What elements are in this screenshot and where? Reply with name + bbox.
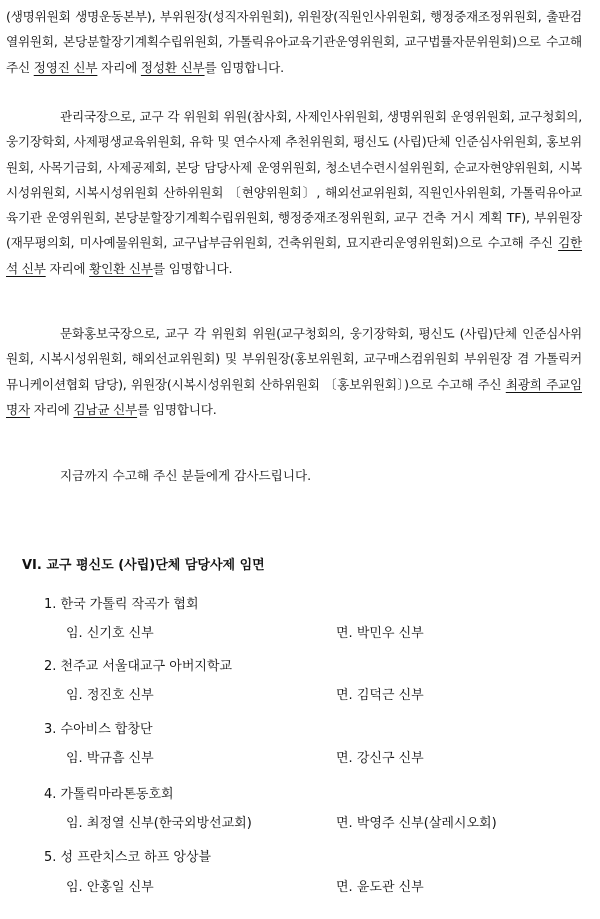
p1-incoming-name: 정성환 신부 xyxy=(140,59,205,75)
item-title-4: 4. 가톨릭마라톤동호회 xyxy=(44,787,174,802)
thanks-line: 지금까지 수고해 주신 분들에게 감사드립니다. xyxy=(60,468,312,483)
p2-incoming-name: 황인환 신부 xyxy=(89,260,153,276)
item-title-2: 2. 천주교 서울대교구 아버지학교 xyxy=(44,659,233,674)
section-title: VI. 교구 평신도 (사립)단체 담당사제 임면 xyxy=(22,558,265,573)
item-1-dismiss: 면. 박민우 신부 xyxy=(336,626,424,641)
item-2-dismiss: 면. 김덕근 신부 xyxy=(336,688,424,703)
item-4-dismiss: 면. 박영주 신부(살레시오회) xyxy=(336,816,497,831)
p1-text-a: (생명위원회 생명운동본부), 부위원장(성직자위원회), 위원장(직원인사위원회, 행정중재조정위원회, 출판검열위원회, 본당분할장기계획수립위원회, 가톨릭유아교육기관운영위원회, 교구법률자문위원회)으로 수고해 주신 xyxy=(6,9,582,75)
paragraph-3 xyxy=(6,321,582,422)
item-5-appoint: 임. 안홍일 신부 xyxy=(66,880,154,895)
item-title-5: 5. 성 프란치스코 하프 앙상블 xyxy=(44,850,212,865)
item-title-1: 1. 한국 가톨릭 작곡가 협회 xyxy=(44,597,199,612)
item-3-dismiss: 면. 강신구 신부 xyxy=(336,751,424,766)
p3-outgoing-name: 최광희 주교임명자 xyxy=(6,376,582,417)
p3-text-a: 문화홍보국장으로, 교구 각 위원회 위원(교구청회의, 웅기장학회, 평신도 (사립)단체 인준심사위원회, 시복시성위원회, 해외선교위원회) 및 부위원장(홍보위원회, 교구매스컴위원회 부위원장 겸 가톨릭커뮤니케이션협회 담당), 위원장(시복시성위원회 산하위원회 〔홍보위원회〕)으로 수고해 주신 xyxy=(6,326,582,392)
paragraph-1 xyxy=(6,4,582,80)
item-1-appoint: 임. 신기호 신부 xyxy=(66,626,154,641)
p1-outgoing-name: 정영진 신부 xyxy=(33,59,98,75)
item-5-dismiss: 면. 윤도관 신부 xyxy=(336,880,424,895)
p3-text-b: 자리에 xyxy=(29,401,74,417)
p3-incoming-name: 김남균 신부 xyxy=(73,401,138,417)
p3-text-c: 를 임명합니다. xyxy=(137,401,217,417)
item-3-appoint: 임. 박규흠 신부 xyxy=(66,751,154,766)
paragraph-2 xyxy=(6,104,582,281)
p1-text-c: 를 임명합니다. xyxy=(204,59,284,75)
p2-text-c: 를 임명합니다. xyxy=(152,260,233,276)
p2-text-b: 자리에 xyxy=(45,260,90,276)
item-2-appoint: 임. 정진호 신부 xyxy=(66,688,154,703)
item-title-3: 3. 수아비스 합창단 xyxy=(44,722,153,737)
p2-outgoing-name: 김한석 신부 xyxy=(6,235,582,276)
p2-text-a: 관리국장으로, 교구 각 위원회 위원(참사회, 사제인사위원회, 생명위원회 운영위원회, 교구청회의, 웅기장학회, 사제평생교육위원회, 유학 및 연수사제 추천위원회, 평신도 (사립)단체 인준심사위원회, 홍보위원회, 사목기금회, 사제공제회, 본당 담당사제 운영위원회, 청소년수련시설위원회, 순교자현양위원회, 시복시성위원회, 시복시성위원회 산하위원회 〔현양위원회〕, 해외선교위원회, 직원인사위원회, 가톨릭유아교육기관 운영위원회, 본당분할장기계획수립위원회, 행정중재조정위원회, 교구 건축 거시 계획 TF), 부위원장(재무평의회, 미사예물위원회, 교구납부금위원회, 건축위원회, 묘지관리운영위원회)으로 수고해 주신 xyxy=(6,109,582,251)
item-4-appoint: 임. 최정열 신부(한국외방선교회) xyxy=(66,816,252,831)
p1-text-b: 자리에 xyxy=(97,59,141,75)
